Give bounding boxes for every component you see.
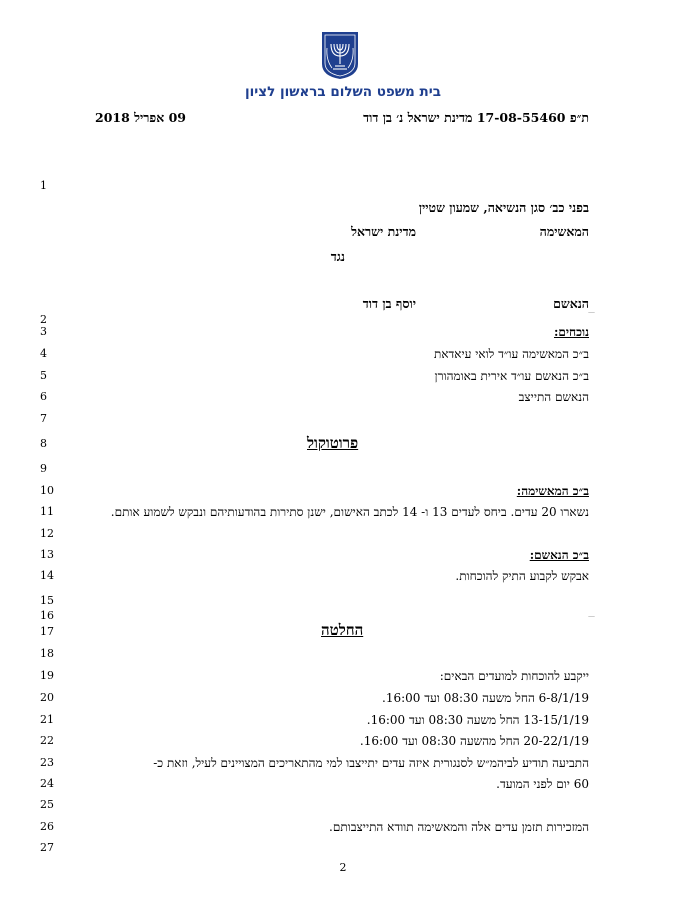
line-number: 17 [40,625,54,638]
line-number: 14 [40,569,54,582]
line-number: 22 [40,734,54,747]
defendant-role: הנאשם [553,296,589,311]
line-number: 24 [40,777,54,790]
defense-text: אבקש לקבוע התיק להוכחות. [455,569,589,583]
versus-label: נגד [330,249,345,264]
judge-line: בפני כב׳ סגן הנשיאה, שמעון שטיין [418,200,589,215]
line-number: 4 [40,347,47,360]
protocol-title: פרוטוקול [307,434,359,452]
line-number: 5 [40,369,47,382]
decision-title: החלטה [321,621,364,639]
line-number: 11 [40,505,54,518]
prosecution-text: נשארו 20 עדים. ביחס לעדים 13 ו- 14 לכתב האישום, ישנן סתירות בהודעותיהם ונבקש לשמוע אותם. [110,505,589,519]
line-number: 19 [40,669,54,682]
line-number: 23 [40,756,54,769]
state-emblem-icon [319,30,361,80]
accuser-name: מדינת ישראל [351,224,416,239]
line-number: 10 [40,484,54,497]
present-line: ב״כ המאשימה עו״ד לואי עיאדאת [434,347,589,361]
reminder-text: המזכירות תזמן עדים אלה והמאשימה תוודא התייצבותם. [329,820,589,834]
line-number: 1 [40,179,47,192]
court-name: בית משפט השלום בראשון לציון [245,84,441,100]
defense-heading: ב״כ הנאשם: [529,548,589,562]
accuser-role: המאשימה [539,224,589,239]
line-number: 7 [40,412,47,425]
line-number: 16 [40,609,54,622]
line-number: 12 [40,527,54,540]
line-number: 15 [40,594,54,607]
separator-mark: — [588,308,595,316]
notice-text-continued: 60 יום לפני המועד. [496,777,589,791]
line-number: 9 [40,462,47,475]
line-number: 8 [40,437,47,450]
line-number: 27 [40,841,54,854]
line-number: 6 [40,390,47,403]
present-line: הנאשם התייצב [518,390,589,404]
line-number: 2 [40,313,47,326]
notice-text: התביעה תודיע לביהמ״ש לסנגורית איזה עדים יתייצבו למי מהתאריכים המצויינים לעיל, וזאת כ- [153,756,589,770]
present-heading: נוכחים: [553,325,589,339]
hearing-date: 09 אפריל 2018 [95,110,186,125]
defendant-name: יוסף בן דוד [362,296,416,311]
page-number: 2 [339,861,347,874]
line-number: 3 [40,325,47,338]
present-line: ב״כ הנאשם עו״ד אירית באומהורן [434,369,589,383]
decision-intro: ייקבע להוכחות למועדים הבאים: [439,669,589,683]
hearing-date-item: 20-22/1/19 החל מהשעה 08:30 ועד 16:00. [359,734,589,748]
prosecution-heading: ב״כ המאשימה: [516,484,589,498]
line-number: 18 [40,647,54,660]
hearing-date-item: 13-15/1/19 החל משעה 08:30 ועד 16:00. [366,713,589,727]
line-number: 20 [40,691,54,704]
hearing-date-item: 6-8/1/19 החל משעה 08:30 ועד 16:00. [382,691,589,705]
case-reference: ת״פ 17-08-55460 מדינת ישראל נ׳ בן דוד [363,110,589,125]
line-number: 21 [40,713,54,726]
line-number: 26 [40,820,54,833]
line-number: 25 [40,798,54,811]
separator-mark: — [588,612,595,620]
line-number: 13 [40,548,54,561]
